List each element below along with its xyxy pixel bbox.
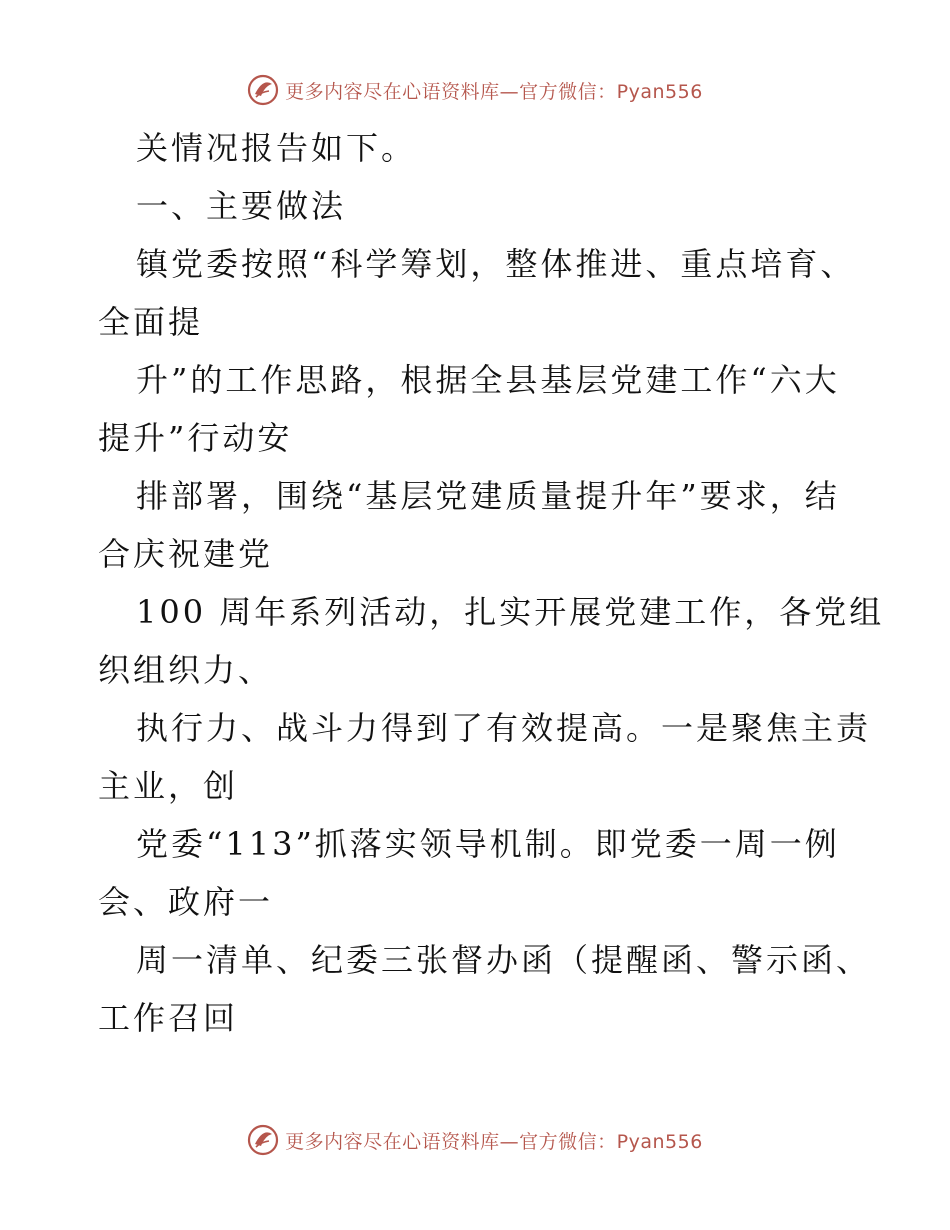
text-line: 执行力、战斗力得到了有效提高。一是聚焦主责: [136, 709, 872, 747]
text-line: 关情况报告如下。: [136, 129, 417, 167]
text-line: 一、主要做法: [136, 187, 347, 225]
text-line: 合庆祝建党: [98, 535, 274, 573]
header-watermark: [0, 70, 950, 110]
text-line: 镇党委按照“科学筹划，整体推进、重点培育、: [136, 245, 856, 283]
text-line: 党委“113”抓落实领导机制。即党委一周一例: [136, 825, 840, 863]
footer-watermark: [0, 1120, 950, 1160]
text-line: 工作召回: [98, 999, 239, 1037]
text-line: 主业，创: [98, 767, 239, 805]
text-line: 100 周年系列活动，扎实开展党建工作，各党组: [136, 593, 885, 631]
text-line: 排部署，围绕“基层党建质量提升年”要求，结: [136, 477, 840, 515]
watermark-text: 更多内容尽在心语资料库—官方微信：Pyan556: [285, 80, 703, 103]
text-line: 织组织力、: [98, 651, 274, 689]
book-leaf-logo-icon: [247, 74, 279, 106]
book-leaf-logo-icon: [247, 1124, 279, 1156]
text-line: 全面提: [98, 303, 204, 341]
text-line: 周一清单、纪委三张督办函（提醒函、警示函、: [136, 941, 872, 979]
text-line: 提升”行动安: [98, 419, 293, 457]
text-line: 升”的工作思路，根据全县基层党建工作“六大: [136, 361, 840, 399]
watermark-text: 更多内容尽在心语资料库—官方微信：Pyan556: [285, 1130, 703, 1153]
text-line: 会、政府一: [98, 883, 274, 921]
